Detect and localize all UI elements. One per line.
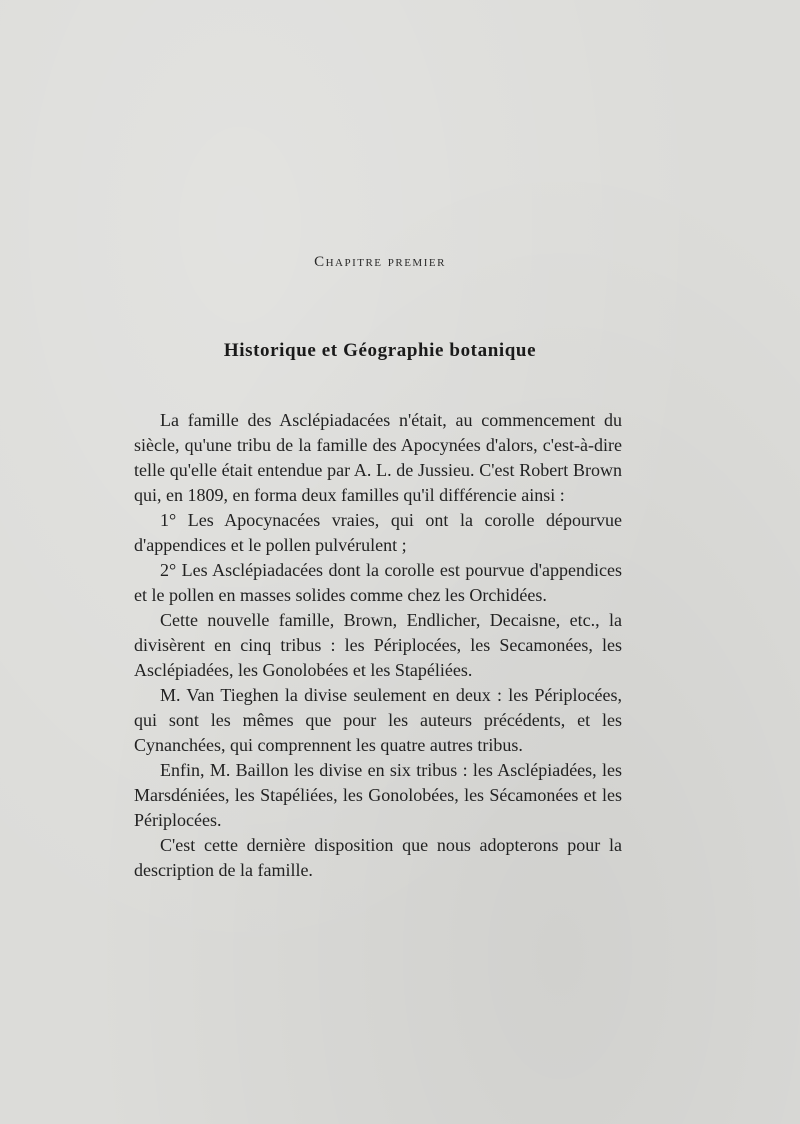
paragraph: Cette nouvelle famille, Brown, Endlicher, Decaisne, etc., la divisèrent en cinq tribus : les Périplocées, les Secamonées, les Asclépiadées, les Gonolobées et les Stapéliées. [134,610,622,680]
paragraph: M. Van Tieghen la divise seulement en deux : les Périplocées, qui sont les mêmes que pour les auteurs précédents, et les Cynanchées, qui comprennent les quatre autres tribus. [134,685,622,755]
paragraph: C'est cette dernière disposition que nous adopterons pour la description de la famille. [134,835,622,880]
paragraph: 2° Les Asclépiadacées dont la corolle est pourvue d'appendices et le pollen en masses solides comme chez les Orchidées. [134,560,622,605]
chapter-heading: Chapitre premier [314,254,446,270]
paragraph: Enfin, M. Baillon les divise en six tribus : les Asclépiadées, les Marsdéniées, les Stapéliées, les Gonolobées, les Sécamonées et les Périplocées. [134,760,622,830]
body-text [134,408,622,883]
paragraph: 1° Les Apocynacées vraies, qui ont la corolle dépourvue d'appendices et le pollen pulvérulent ; [134,510,622,555]
page-title: Historique et Géographie botanique [223,340,537,361]
paragraph: La famille des Asclépiadacées n'était, au commencement du siècle, qu'une tribu de la famille des Apocynées d'alors, c'est-à-dire telle qu'elle était entendue par A. L. de Jussieu. C'est Robert Brown qui, en 1809, en forma deux familles qu'il différencie ainsi : [134,410,622,505]
